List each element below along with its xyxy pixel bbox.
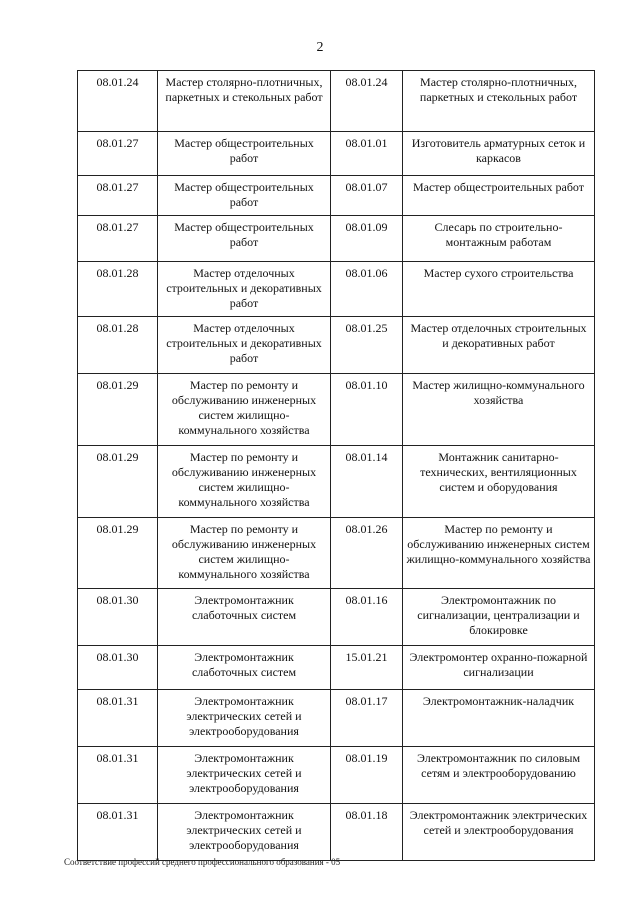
new-code-cell: 08.01.27: [78, 176, 158, 216]
new-profession-cell: Мастер общестроительных работ: [158, 176, 331, 216]
new-code-cell: 08.01.29: [78, 446, 158, 518]
table-row: [78, 71, 595, 132]
new-code-cell: 08.01.28: [78, 262, 158, 317]
old-code-cell: 08.01.07: [331, 176, 403, 216]
table-row: [78, 589, 595, 646]
old-code-cell: 08.01.16: [331, 589, 403, 646]
new-profession-cell: Мастер по ремонту и обслуживанию инженерных систем жилищно-коммунального хозяйства: [158, 518, 331, 589]
new-profession-cell: Мастер столярно-плотничных, паркетных и стекольных работ: [158, 71, 331, 132]
old-profession-cell: Мастер отделочных строительных и декоративных работ: [403, 317, 595, 374]
old-profession-cell: Электромонтер охранно-пожарной сигнализации: [403, 646, 595, 690]
new-code-cell: 08.01.31: [78, 747, 158, 804]
new-profession-cell: Электромонтажник электрических сетей и электрооборудования: [158, 747, 331, 804]
table-row: [78, 690, 595, 747]
table-row: [78, 176, 595, 216]
new-code-cell: 08.01.27: [78, 132, 158, 176]
old-profession-cell: Электромонтажник по силовым сетям и электрооборудованию: [403, 747, 595, 804]
table-row: [78, 747, 595, 804]
new-profession-cell: Электромонтажник электрических сетей и электрооборудования: [158, 690, 331, 747]
old-profession-cell: Мастер жилищно-коммунального хозяйства: [403, 374, 595, 446]
table-row: [78, 446, 595, 518]
old-code-cell: 08.01.10: [331, 374, 403, 446]
old-code-cell: 08.01.09: [331, 216, 403, 262]
old-profession-cell: Мастер по ремонту и обслуживанию инженерных систем жилищно-коммунального хозяйства: [403, 518, 595, 589]
old-code-cell: 15.01.21: [331, 646, 403, 690]
old-code-cell: 08.01.14: [331, 446, 403, 518]
new-profession-cell: Мастер общестроительных работ: [158, 216, 331, 262]
old-code-cell: 08.01.26: [331, 518, 403, 589]
old-code-cell: 08.01.06: [331, 262, 403, 317]
old-code-cell: 08.01.24: [331, 71, 403, 132]
new-code-cell: 08.01.30: [78, 589, 158, 646]
old-code-cell: 08.01.01: [331, 132, 403, 176]
new-code-cell: 08.01.28: [78, 317, 158, 374]
new-profession-cell: Электромонтажник электрических сетей и электрооборудования: [158, 804, 331, 861]
old-profession-cell: Монтажник санитарно-технических, вентиляционных систем и оборудования: [403, 446, 595, 518]
new-profession-cell: Мастер по ремонту и обслуживанию инженерных систем жилищно-коммунального хозяйства: [158, 446, 331, 518]
correspondence-table: [77, 70, 595, 861]
new-profession-cell: Электромонтажник слаботочных систем: [158, 589, 331, 646]
new-profession-cell: Электромонтажник слаботочных систем: [158, 646, 331, 690]
new-code-cell: 08.01.24: [78, 71, 158, 132]
new-code-cell: 08.01.27: [78, 216, 158, 262]
old-profession-cell: Мастер сухого строительства: [403, 262, 595, 317]
old-profession-cell: Электромонтажник по сигнализации, централизации и блокировке: [403, 589, 595, 646]
old-code-cell: 08.01.17: [331, 690, 403, 747]
table-row: [78, 518, 595, 589]
new-code-cell: 08.01.30: [78, 646, 158, 690]
table-row: [78, 804, 595, 861]
page-footer: Соответствие профессий среднего профессионального образования - 05: [64, 857, 341, 867]
new-code-cell: 08.01.29: [78, 374, 158, 446]
old-code-cell: 08.01.25: [331, 317, 403, 374]
new-profession-cell: Мастер отделочных строительных и декоративных работ: [158, 262, 331, 317]
old-code-cell: 08.01.19: [331, 747, 403, 804]
table-row: [78, 132, 595, 176]
table-row: [78, 374, 595, 446]
table-row: [78, 262, 595, 317]
new-profession-cell: Мастер общестроительных работ: [158, 132, 331, 176]
old-code-cell: 08.01.18: [331, 804, 403, 861]
new-profession-cell: Мастер отделочных строительных и декоративных работ: [158, 317, 331, 374]
table-row: [78, 317, 595, 374]
page-number: 2: [316, 40, 324, 55]
old-profession-cell: Электромонтажник электрических сетей и электрооборудования: [403, 804, 595, 861]
old-profession-cell: Электромонтажник-наладчик: [403, 690, 595, 747]
old-profession-cell: Мастер столярно-плотничных, паркетных и стекольных работ: [403, 71, 595, 132]
new-code-cell: 08.01.31: [78, 804, 158, 861]
new-code-cell: 08.01.31: [78, 690, 158, 747]
old-profession-cell: Слесарь по строительно-монтажным работам: [403, 216, 595, 262]
table-row: [78, 646, 595, 690]
old-profession-cell: Мастер общестроительных работ: [403, 176, 595, 216]
table-row: [78, 216, 595, 262]
old-profession-cell: Изготовитель арматурных сеток и каркасов: [403, 132, 595, 176]
new-profession-cell: Мастер по ремонту и обслуживанию инженерных систем жилищно-коммунального хозяйства: [158, 374, 331, 446]
new-code-cell: 08.01.29: [78, 518, 158, 589]
